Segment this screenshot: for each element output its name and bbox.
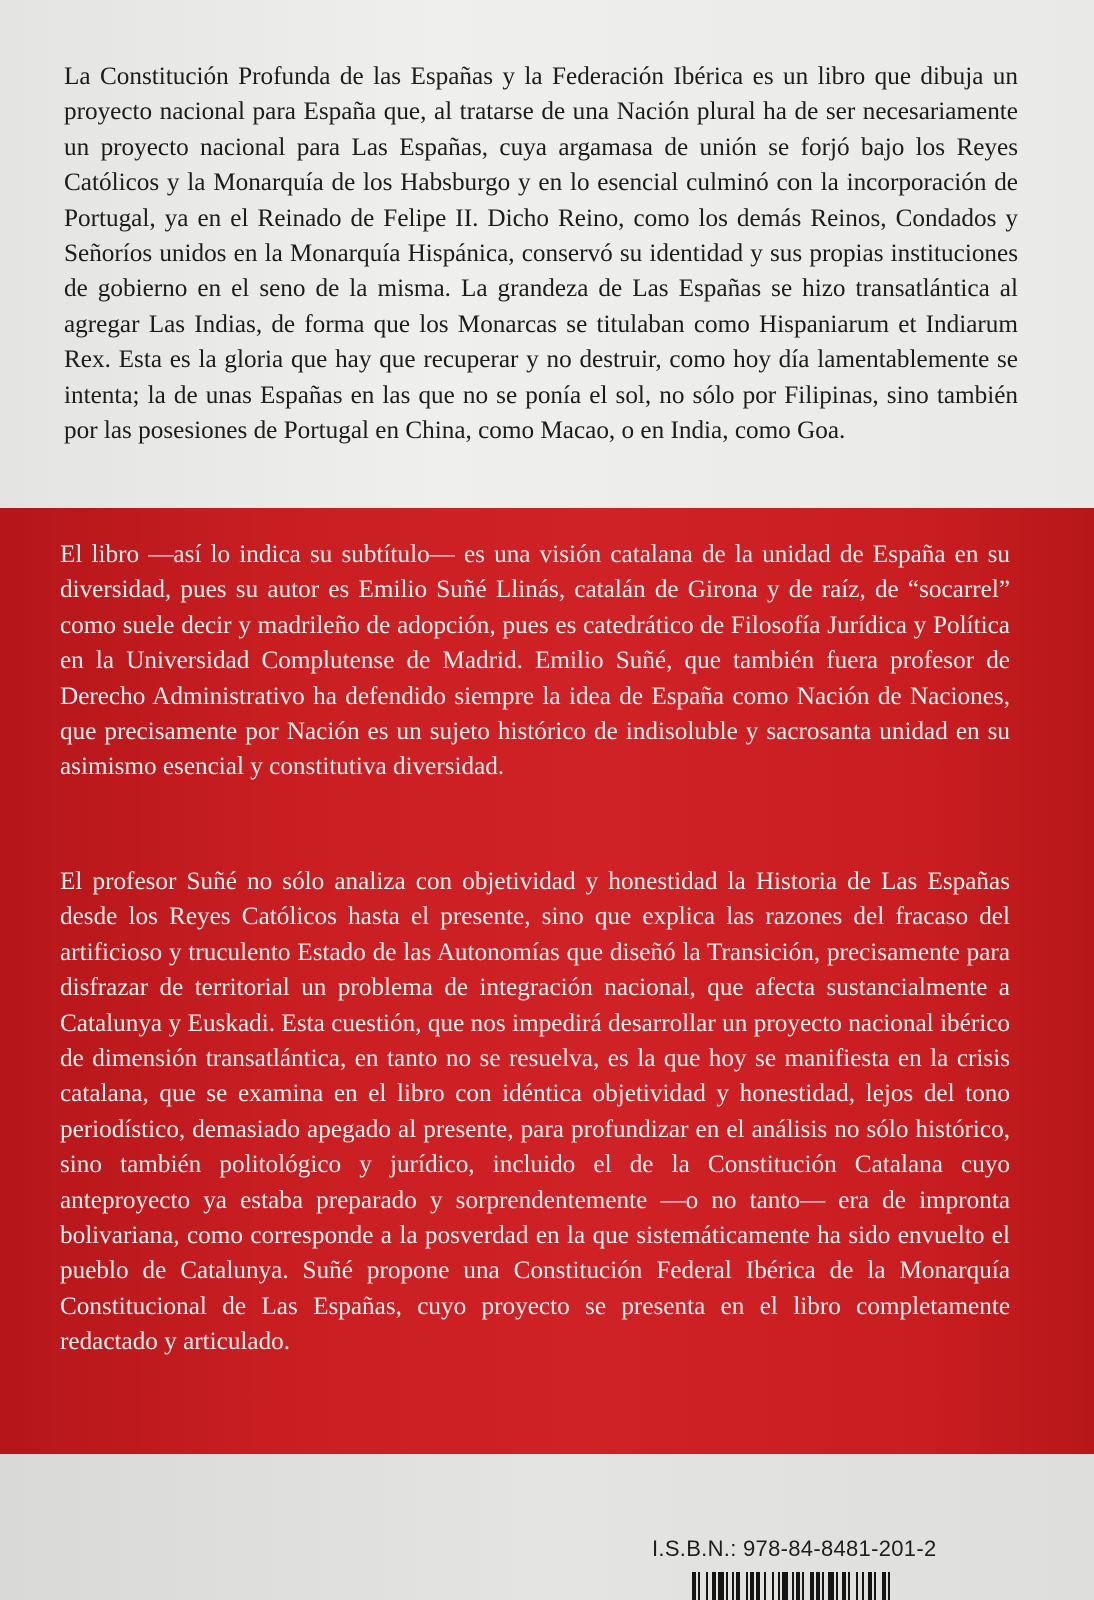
isbn-label: I.S.B.N.: 978-84-8481-201-2 [652,1536,937,1561]
analysis-paragraph: El profesor Suñé no sólo analiza con objetividad y honestidad la Historia de Las Españas desde los Reyes Católicos hasta el presente, sino que explica las razones del fracaso del artificioso y truculento Estado de las Autonomías que diseñó la Transición, precisamente para disfrazar de territorial un problema de integración nacional, que afecta sustancialmente a Catalunya y Euskadi. Esta cuestión, que nos impedirá desarrollar un proyecto nacional ibérico de dimensión transatlántica, en tanto no se resuelva, es la que hoy se manifiesta en la crisis catalana, que se examina en el libro con idéntica objetividad y honestidad, lejos del tono periodístico, demasiado apegado al presente, para profundizar en el análisis no sólo histórico, sino también politológico y jurídico, incluido el de la Constitución Catalana cuyo anteproyecto ya estaba preparado y sorprendentemente —o no tanto— era de impronta bolivariana, como corresponde a la posverdad en la que sistemáticamente ha sido envuelto el pueblo de Catalunya. Suñé propone una Constitución Federal Ibérica de la Monarquía Constitucional de Las Españas, cuyo proyecto se presenta en el libro completamente redactado y articulado. [60,868,1010,1356]
intro-section [0,0,1094,508]
intro-paragraph: La Constitución Profunda de las Españas y la Federación Ibérica es un libro que dibuja un proyecto nacional para España que, al tratarse de una Nación plural ha de ser necesariamente un proyecto nacional para Las Españas, cuya argamasa de unión se forjó bajo los Reyes Católicos y la Monarquía de los Habsburgo y en lo esencial culminó con la incorporación de Portugal, ya en el Reinado de Felipe II. Dicho Reino, como los demás Reinos, Condados y Señoríos unidos en la Monarquía Hispánica, conservó su identidad y sus propias instituciones de gobierno en el seno de la misma. La grandeza de Las Españas se hizo transatlántica al agregar Las Indias, de forma que los Monarcas se titulaban como Hispaniarum et Indiarum Rex. Esta es la gloria que hay que recuperar y no destruir, como hoy día lamentablemente se intenta; la de unas Españas en las que no se ponía el sol, no sólo por Filipinas, sino también por las posesiones de Portugal en China, como Macao, o en India, como Goa. [64,63,1018,445]
barcode [692,1572,954,1600]
author-paragraph: El libro —así lo indica su subtítulo— es una visión catalana de la unidad de España en su diversidad, pues su autor es Emilio Suñé Llinás, catalán de Girona y de raíz, de “socarrel” como suele decir y madrileño de adopción, pues es catedrático de Filosofía Jurídica y Política en la Universidad Complutense de Madrid. Emilio Suñé, que también fuera profesor de Derecho Administrativo ha defendido siempre la idea de España como Nación de Naciones, que precisamente por Nación es un sujeto histórico de indisoluble y sacrosanta unidad en su asimismo esencial y constitutiva diversidad. [60,541,1010,781]
